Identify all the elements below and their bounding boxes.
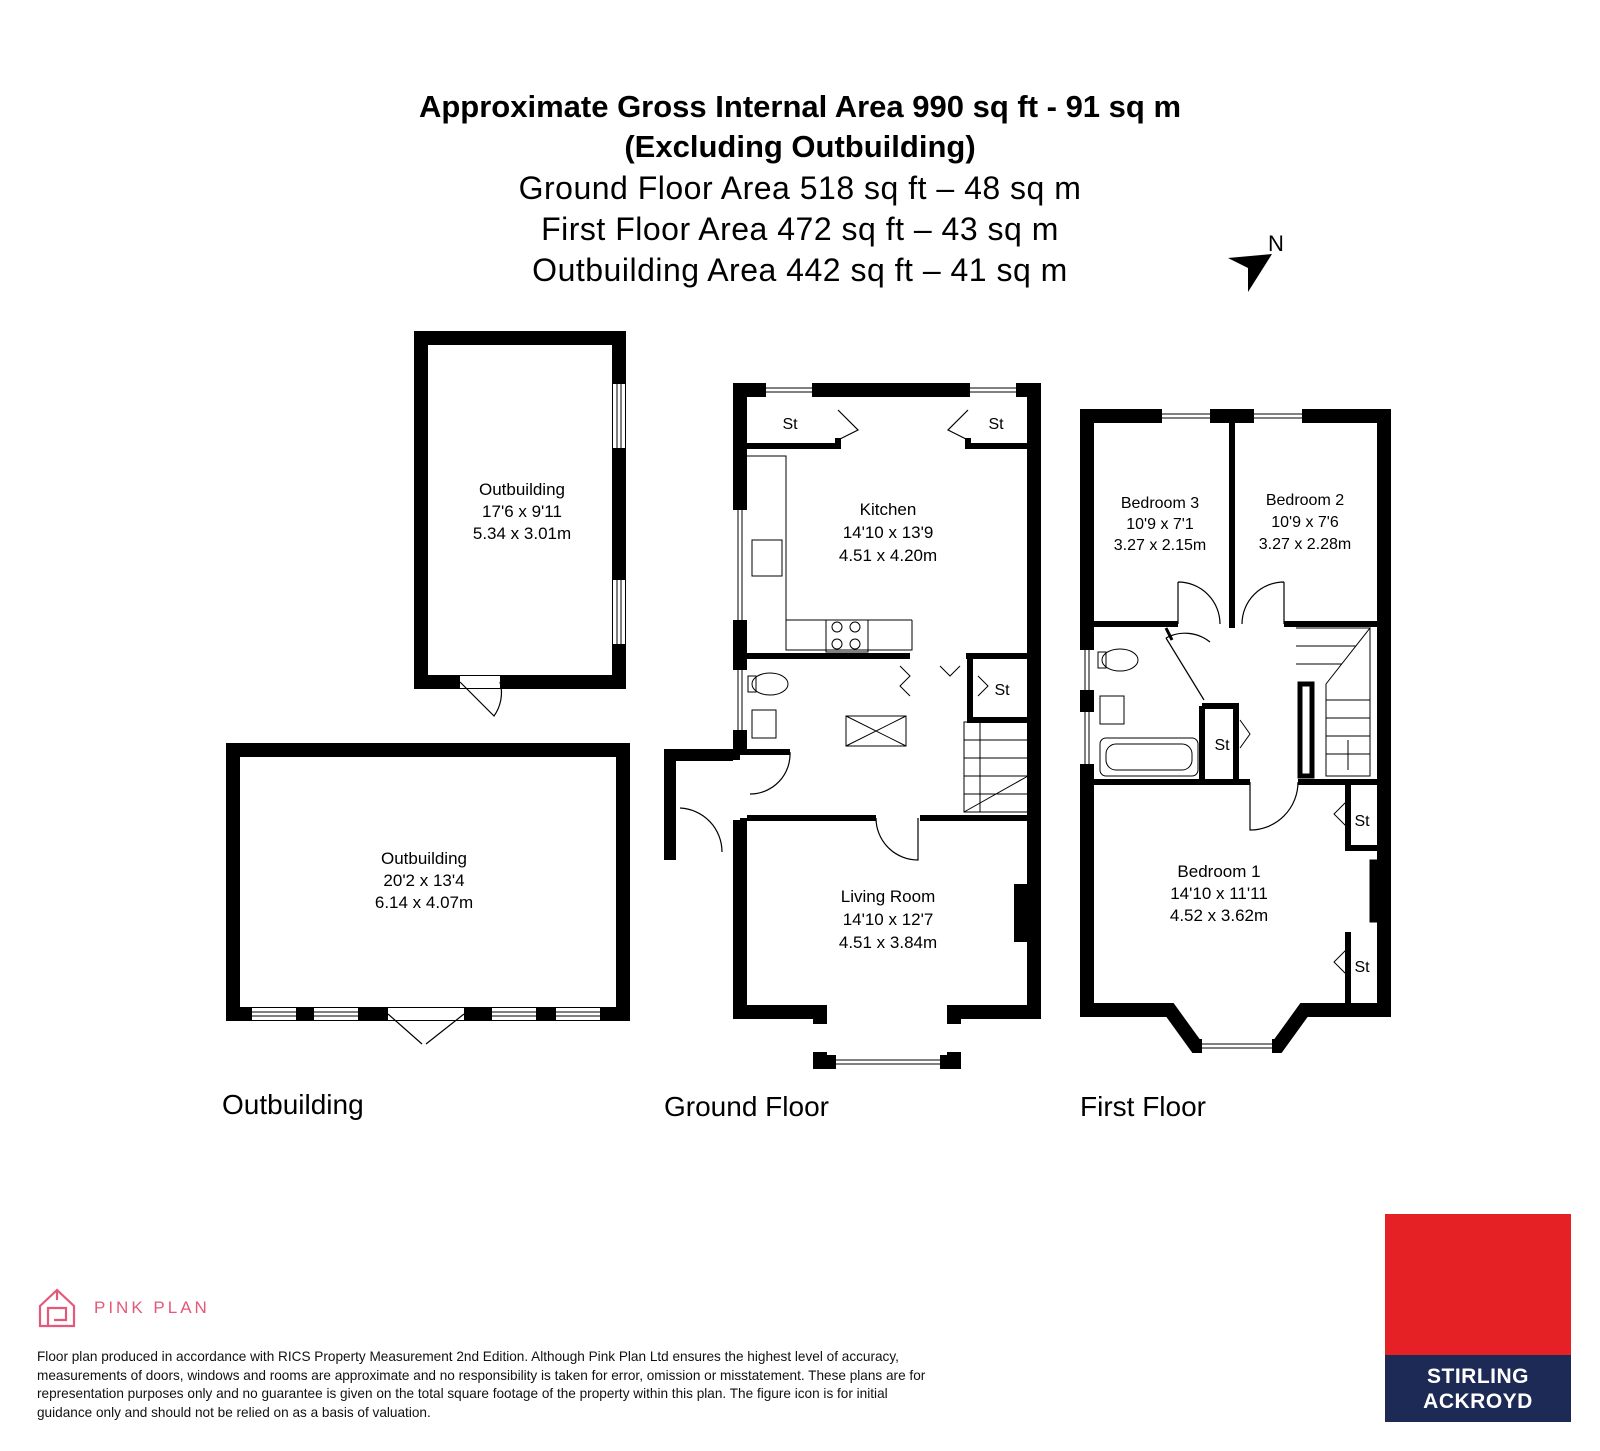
svg-text:Kitchen: Kitchen [859, 500, 917, 519]
svg-text:Living Room: Living Room [840, 887, 936, 906]
bedroom3-label [1114, 495, 1207, 554]
bedroom2-label [1259, 492, 1352, 553]
area-subtitle: (Excluding Outbuilding) [624, 129, 976, 164]
outbuilding-small-label [473, 480, 571, 543]
store-label-understairs: St [994, 682, 1010, 699]
agent-name-line2: ACKROYD [1423, 1390, 1533, 1413]
svg-text:Bedroom 2: Bedroom 2 [1265, 492, 1345, 509]
stirling-ackroyd-logo [1385, 1214, 1571, 1422]
store-label-bedroom1-lower: St [1354, 959, 1370, 976]
store-label-kitchen-left: St [782, 416, 798, 433]
svg-text:20'2 x 13'4: 20'2 x 13'4 [383, 871, 465, 890]
first-floor-title: First Floor [1080, 1091, 1206, 1122]
bedroom1-label [1170, 862, 1268, 925]
agent-name-line1: STIRLING [1427, 1365, 1529, 1388]
svg-text:4.52 x 3.62m: 4.52 x 3.62m [1169, 906, 1269, 925]
first-floor-area: First Floor Area 472 sq ft – 43 sq m [541, 211, 1059, 247]
svg-text:17'6 x 9'11: 17'6 x 9'11 [482, 502, 562, 521]
ground-floor-title: Ground Floor [664, 1091, 829, 1122]
outbuilding-area: Outbuilding Area 442 sq ft – 41 sq m [532, 252, 1068, 288]
store-label-kitchen-right: St [988, 416, 1004, 433]
svg-text:Outbuilding: Outbuilding [380, 849, 468, 868]
svg-text:4.51 x 4.20m: 4.51 x 4.20m [838, 546, 938, 565]
north-compass-icon [1228, 231, 1284, 292]
svg-text:10'9 x 7'6: 10'9 x 7'6 [1271, 514, 1339, 531]
svg-text:Bedroom 3: Bedroom 3 [1120, 495, 1200, 512]
svg-text:3.27 x 2.15m: 3.27 x 2.15m [1113, 537, 1207, 554]
svg-text:14'10 x 12'7: 14'10 x 12'7 [842, 910, 934, 929]
pink-plan-logo-icon [40, 1290, 74, 1326]
svg-text:14'10 x 11'11: 14'10 x 11'11 [1170, 884, 1268, 903]
ground-floor-plan [670, 390, 1034, 1062]
outbuilding-large-label [375, 849, 473, 912]
svg-text:10'9 x 7'1: 10'9 x 7'1 [1126, 516, 1194, 533]
kitchen-label [839, 500, 937, 565]
ground-floor-area: Ground Floor Area 518 sq ft – 48 sq m [518, 170, 1082, 206]
svg-text:3.27 x 2.28m: 3.27 x 2.28m [1258, 536, 1352, 553]
svg-text:5.34 x 3.01m: 5.34 x 3.01m [472, 524, 572, 543]
area-title: Approximate Gross Internal Area 990 sq ft - 91 sq m [418, 89, 1182, 124]
store-label-bedroom1-upper: St [1354, 813, 1370, 830]
living-room-label [839, 887, 937, 952]
svg-text:6.14 x 4.07m: 6.14 x 4.07m [374, 893, 474, 912]
svg-text:Bedroom 1: Bedroom 1 [1177, 862, 1261, 881]
store-label-landing: St [1214, 737, 1230, 754]
ground-floor-windows [733, 383, 1016, 1069]
svg-text:14'10 x 13'9: 14'10 x 13'9 [842, 523, 934, 542]
svg-text:Outbuilding: Outbuilding [478, 480, 566, 499]
pink-plan-brand: PINK PLAN [94, 1298, 210, 1317]
svg-text:4.51 x 3.84m: 4.51 x 3.84m [838, 933, 938, 952]
agent-name-band [1385, 1355, 1571, 1422]
outbuilding-title: Outbuilding [222, 1089, 364, 1120]
disclaimer-text: Floor plan produced in accordance with RICS Property Measurement 2nd Edition. Although Pink Plan Ltd ensures the highest level of accuracy, measurements of doors, windows and rooms are approximate and no responsibility is taken for error, omission or misstatement. These plans are for representation purposes only and no guarantee is given on the total square footage of the property within this plan. The figure icon is for initial guidance only and should not be relied on as a basis of valuation. [37, 1349, 926, 1420]
compass-label: N [1268, 231, 1284, 256]
